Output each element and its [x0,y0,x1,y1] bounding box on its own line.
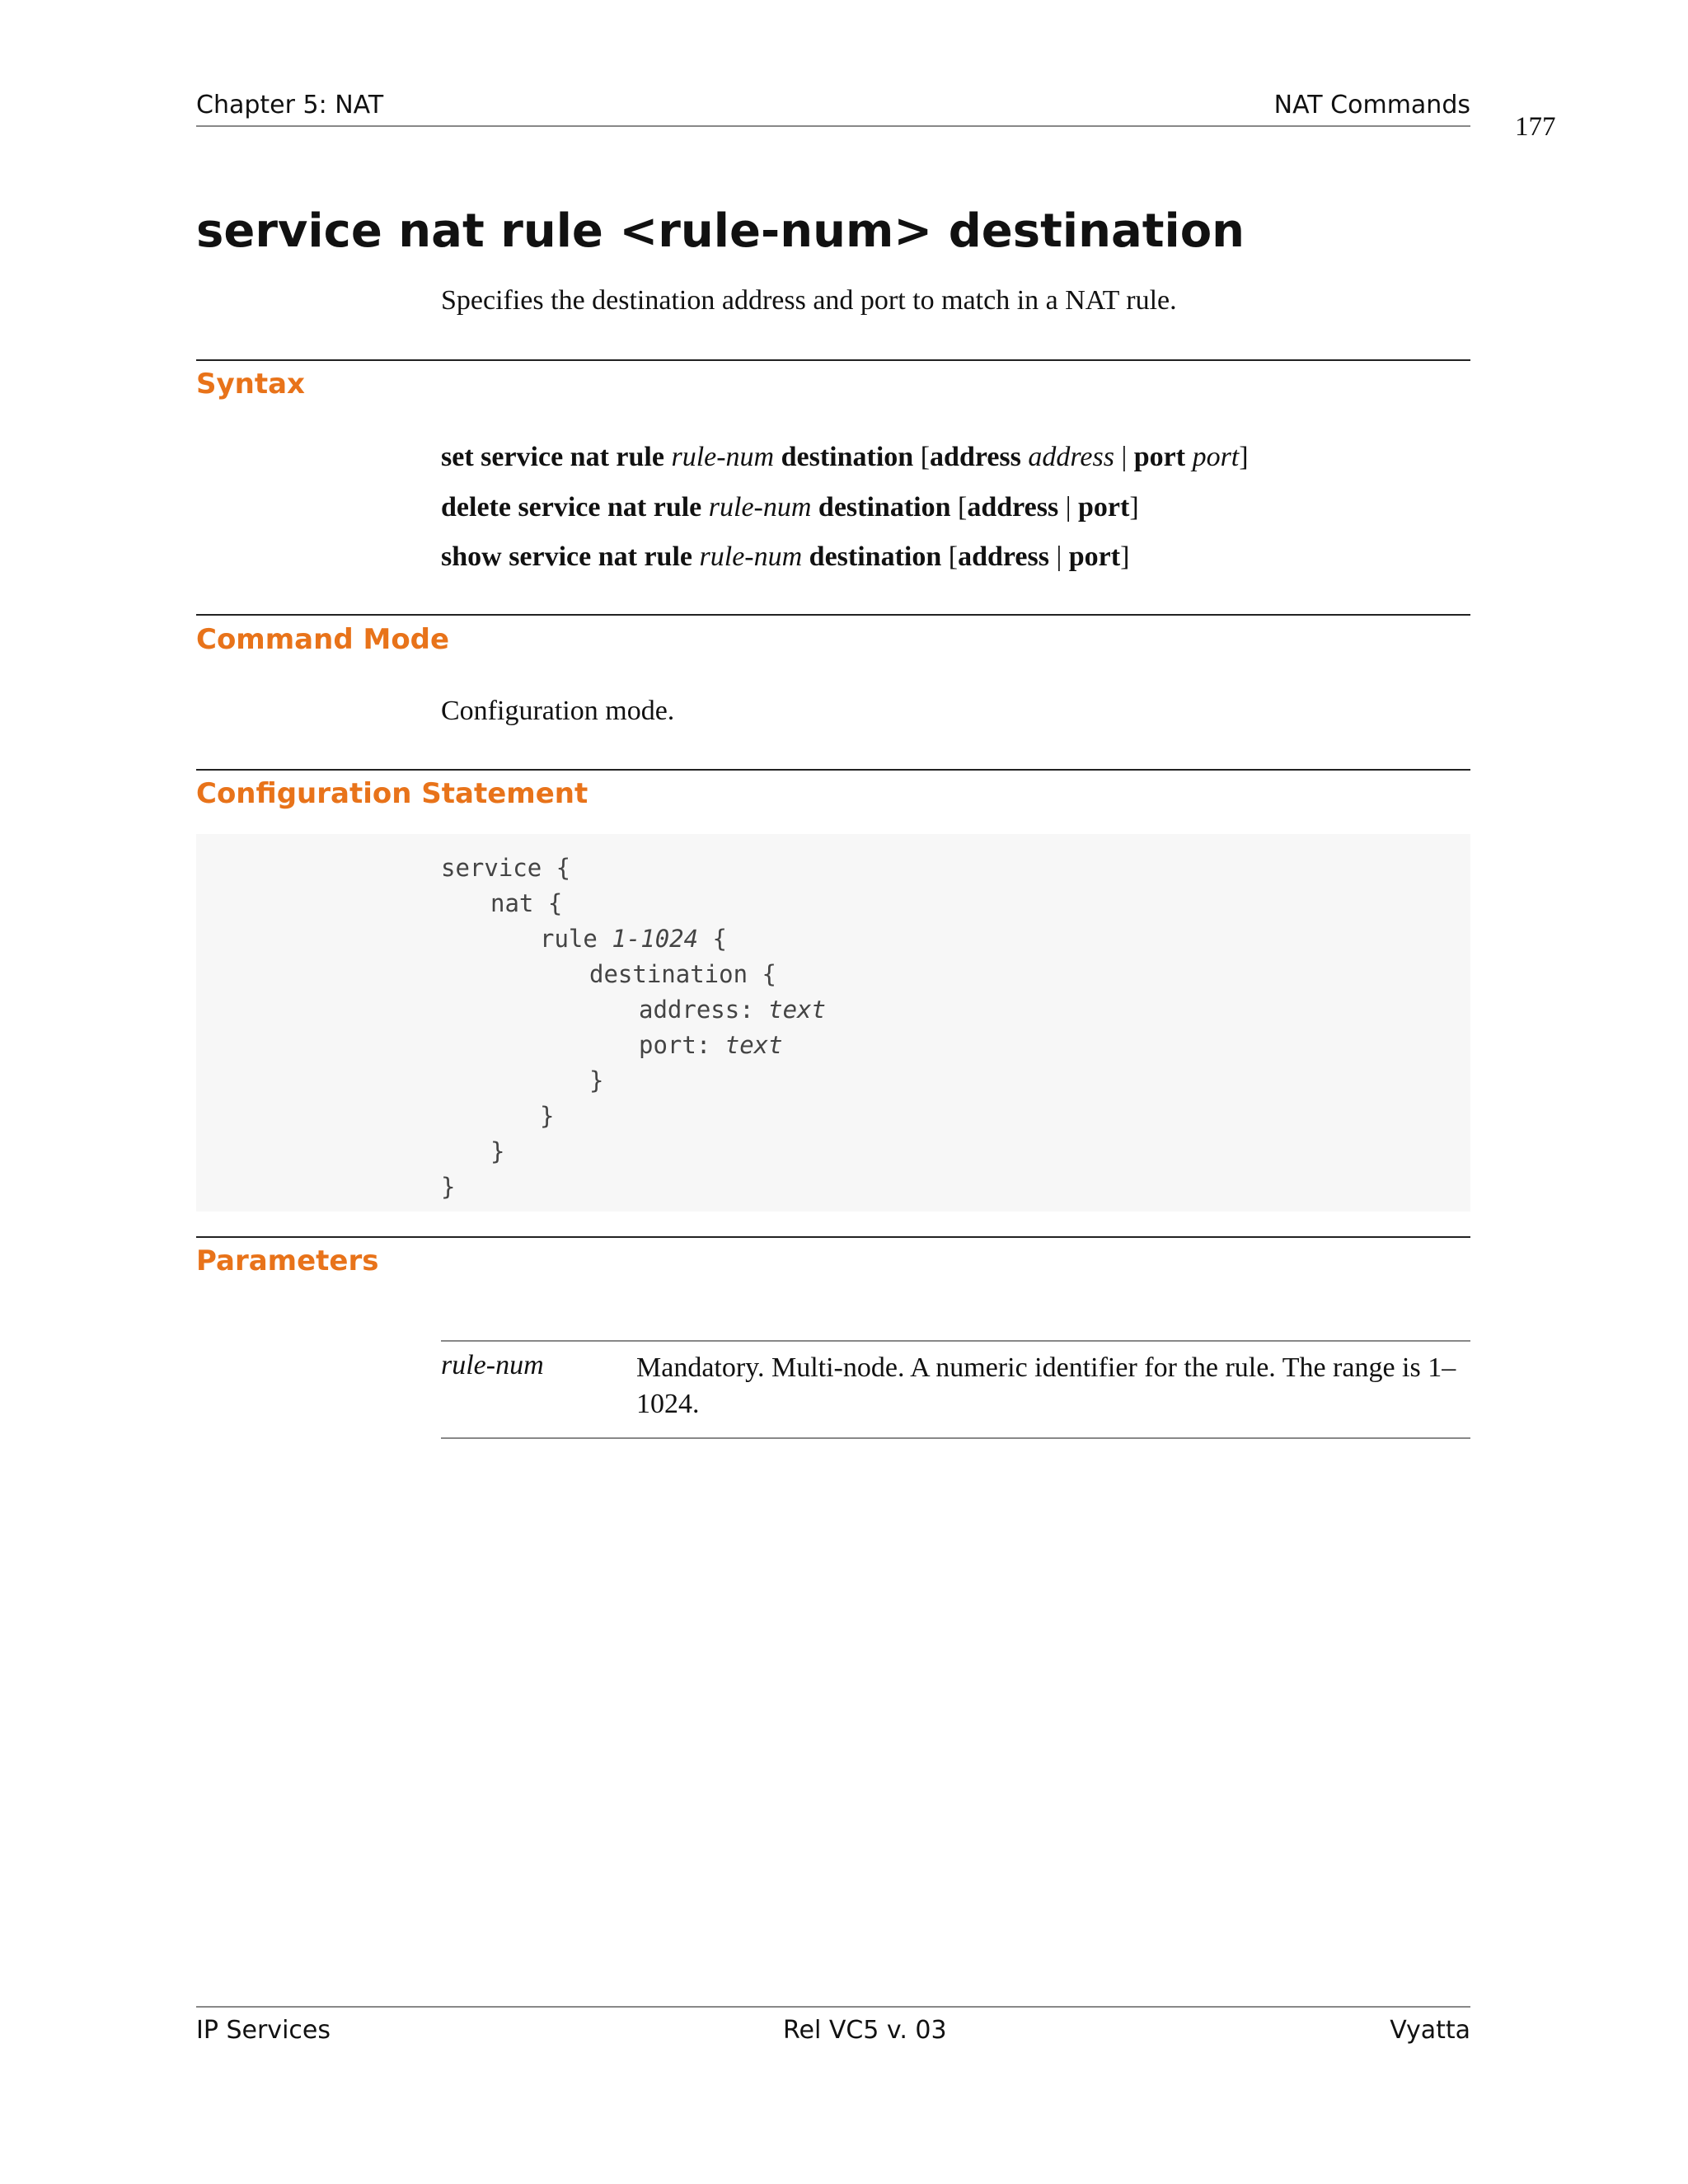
syntax-command: set service nat rule [441,442,664,472]
code-value: 1-1024 [612,925,699,953]
footer-release: Rel VC5 v. 03 [783,2016,947,2045]
code-brace: { [698,925,727,953]
code-line [639,996,826,1024]
syntax-separator: | [1121,442,1128,472]
code-line: nat { [490,889,563,917]
command-mode-text: Configuration mode. [441,696,675,726]
header-divider [196,125,1470,127]
section-divider [196,614,1470,616]
syntax-separator: | [1065,492,1071,523]
syntax-bracket: [ [920,442,931,472]
section-divider [196,769,1470,771]
syntax-argument: rule-num [708,492,812,523]
syntax-keyword: address [967,492,1059,523]
syntax-command: delete service nat rule [441,492,702,523]
syntax-argument: rule-num [699,541,803,572]
syntax-keyword: destination [818,492,951,523]
syntax-argument: rule-num [671,442,775,472]
code-line: destination { [589,960,776,988]
command-summary: Specifies the destination address and port to match in a NAT rule. [441,285,1177,316]
section-heading-syntax: Syntax [196,368,305,401]
syntax-separator: | [1056,541,1062,572]
syntax-keyword: destination [781,442,914,472]
syntax-bracket: [ [948,541,959,572]
code-keyword: rule [540,925,612,953]
running-header-chapter: Chapter 5: NAT [196,91,384,120]
parameter-name: rule-num [441,1350,544,1380]
section-divider [196,359,1470,361]
parameters-table-bottom-border [441,1437,1470,1439]
syntax-show [441,541,1129,573]
syntax-keyword: destination [809,541,942,572]
code-line: } [540,1102,555,1130]
syntax-bracket: [ [958,492,968,523]
section-divider [196,1236,1470,1238]
running-header-section: NAT Commands [1273,91,1470,120]
syntax-argument: address [1028,442,1114,472]
code-value: text [724,1031,783,1059]
syntax-keyword: port [1133,442,1186,472]
syntax-keyword: address [958,541,1049,572]
code-value: text [768,996,826,1024]
page-number: 177 [1515,112,1556,142]
code-keyword: address: [639,996,769,1024]
code-line [540,925,727,953]
syntax-bracket: ] [1120,541,1130,572]
footer-company: Vyatta [1390,2016,1470,2045]
page-title: service nat rule <rule-num> destination [196,204,1245,258]
code-keyword: port: [639,1031,725,1059]
syntax-bracket: ] [1239,442,1249,472]
section-heading-command-mode: Command Mode [196,623,450,656]
code-line [639,1031,783,1059]
parameter-description: Mandatory. Multi-node. A numeric identifier for the rule. The range is 1–1024. [636,1352,1456,1419]
section-heading-config-statement: Configuration Statement [196,777,588,810]
code-line: service { [441,854,571,882]
syntax-keyword: address [930,442,1021,472]
syntax-delete [441,492,1139,523]
syntax-argument: port [1192,442,1240,472]
syntax-keyword: port [1068,541,1121,572]
footer-divider [196,2006,1470,2008]
syntax-keyword: port [1078,492,1130,523]
code-line: } [441,1173,456,1201]
footer-book-title: IP Services [196,2016,331,2045]
parameters-table-top-border [441,1340,1470,1342]
syntax-set [441,442,1249,473]
syntax-bracket: ] [1129,492,1139,523]
section-heading-parameters: Parameters [196,1244,379,1277]
config-code-block [196,834,1470,1212]
syntax-command: show service nat rule [441,541,693,572]
code-line: } [490,1137,505,1165]
code-line: } [589,1066,604,1094]
